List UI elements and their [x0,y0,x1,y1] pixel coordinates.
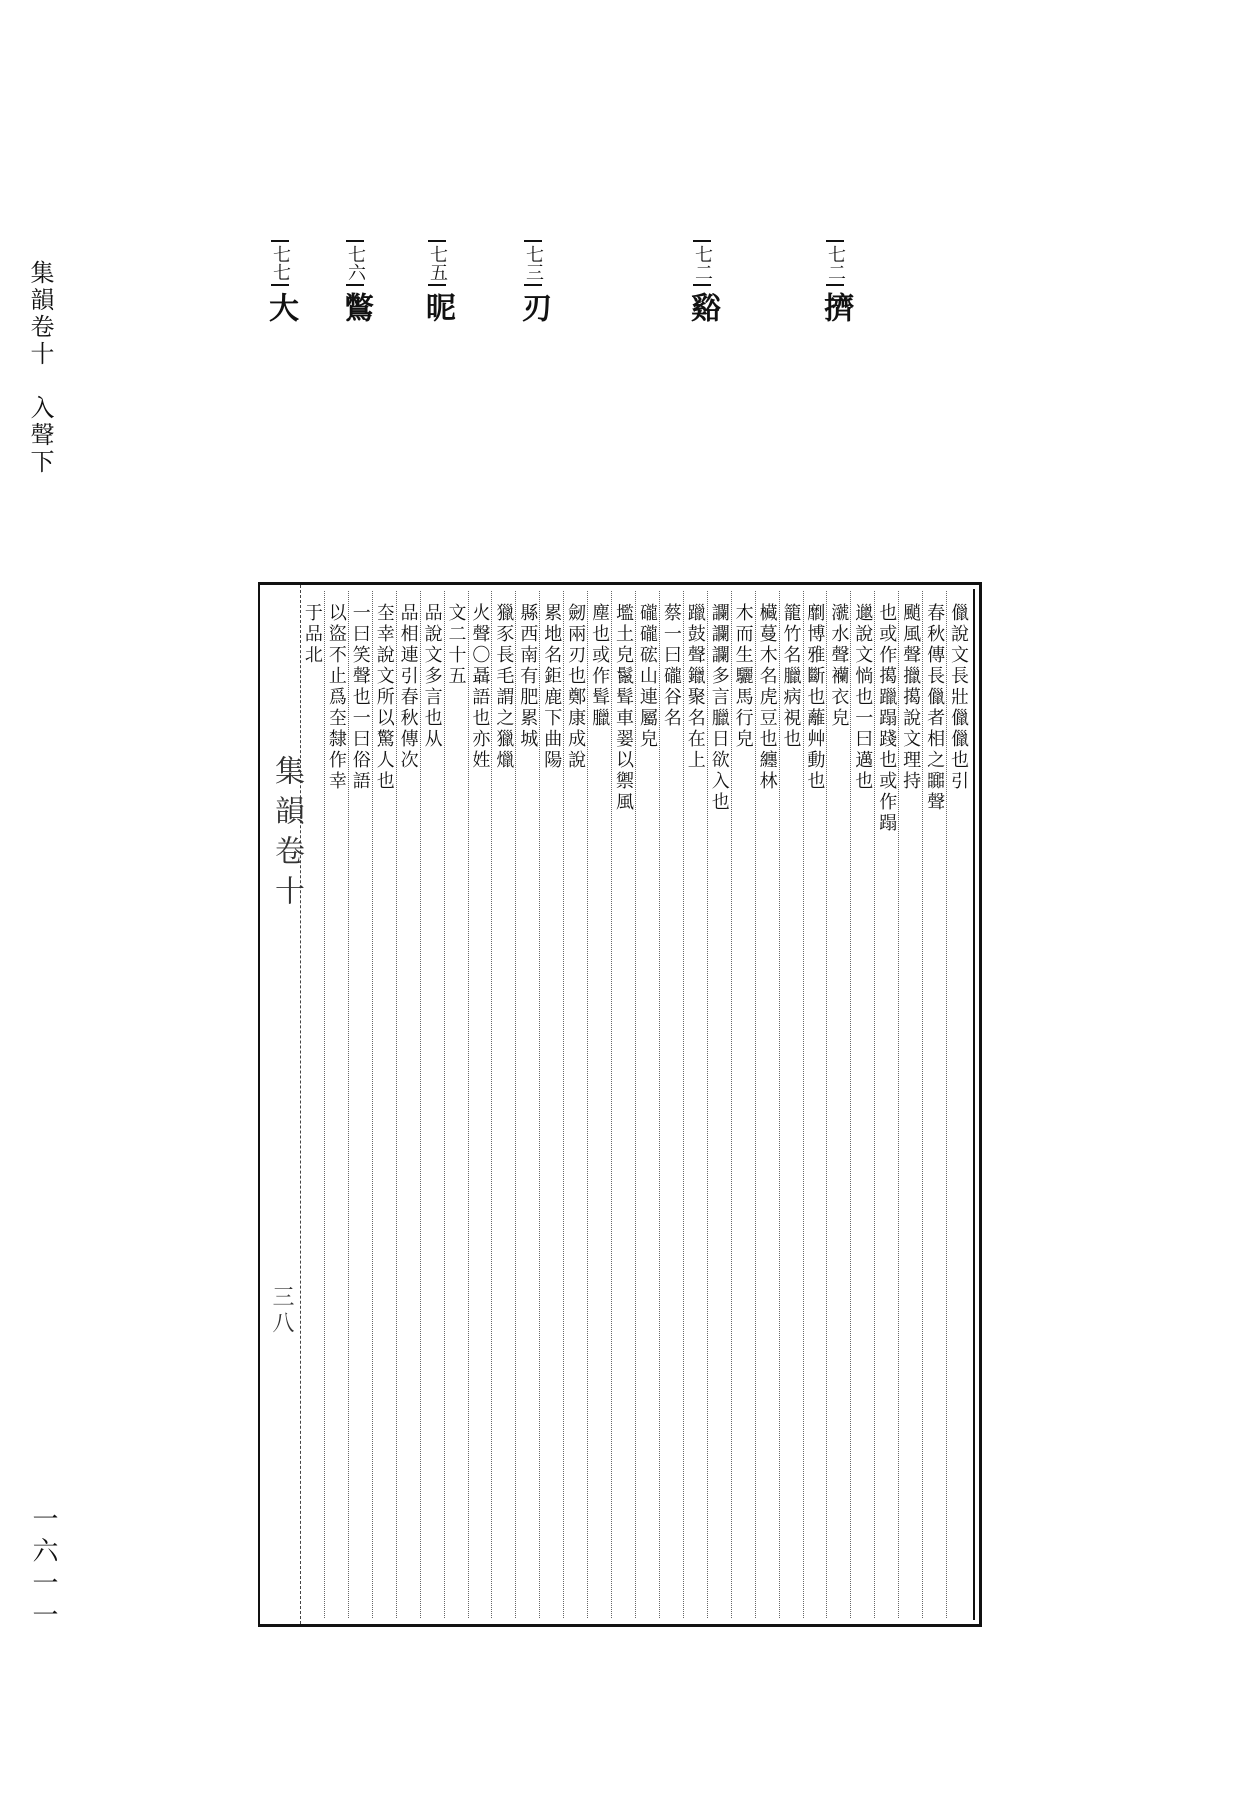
text-column: 品說文多言也从 [421,603,443,750]
note-number: 七二 [826,240,844,286]
column-rule [874,591,875,1618]
column-rule [348,591,349,1618]
column-rule [659,591,660,1618]
column-rule [563,591,564,1618]
text-column: 颵風聲擸擖說文理持 [900,603,922,792]
text-column: 也或作擖躐蹋踐也或作蹋 [876,603,898,834]
note-char: 擠 [818,292,853,322]
text-column: 劒兩刃也鄭康成說 [565,603,587,771]
collation-note [338,240,373,322]
column-rule [468,591,469,1618]
column-rule [491,591,492,1618]
collation-note [263,240,298,322]
collation-note [818,240,853,322]
text-column: 邋說文惝也一曰邁也 [852,603,874,792]
note-char: 大 [263,292,298,322]
text-column: 㶁水聲襽衣皃 [828,603,850,729]
column-rule [826,591,827,1618]
column-rule [755,591,756,1618]
text-column: 于品北 [301,603,323,666]
note-char: 刃 [516,292,551,322]
running-header: 集韻卷十 入聲下 [26,260,54,476]
text-column: 一曰笑聲也一曰俗語 [349,603,371,792]
column-rule [420,591,421,1618]
text-column: 躐鼓聲鑞聚名在上 [684,603,706,771]
text-column: 累地名鉅鹿下曲陽 [541,603,563,771]
fold-title: 集韻卷十 [269,755,304,915]
column-rule [803,591,804,1618]
page-number: 一六一一 [28,1505,58,1633]
text-column: 火聲〇聶語也亦姓 [469,603,491,771]
column-rule [372,591,373,1618]
text-column: 品相連引春秋傳次 [397,603,419,771]
note-number: 七五 [428,240,446,286]
leaf-fold-margin [260,585,304,1624]
note-number: 七七 [271,240,289,286]
collation-note [516,240,551,322]
text-column: 文二十五 [445,603,467,687]
text-column: 塵也或作髶臘 [589,603,611,729]
column-rule [396,591,397,1618]
text-column: 以盜不止爲圶隸作幸 [325,603,347,792]
column-rule [683,591,684,1618]
text-column: 獵豕長毛謂之獵爉 [493,603,515,771]
note-char: 昵 [420,292,455,322]
column-rule [922,591,923,1618]
collation-note [685,240,720,322]
text-column: 木而生驪馬行皃 [732,603,754,750]
text-column: 壏土皃鬣髶車翣以禦風 [612,603,634,813]
column-rule [731,591,732,1618]
fold-leaf-number: 三八 [269,1285,294,1337]
column-rule [635,591,636,1618]
column-rule [707,591,708,1618]
text-column: 籠竹名臘病視也 [780,603,802,750]
text-column: 春秋傳長儠者相之嚻聲 [924,603,946,813]
column-rule [515,591,516,1618]
column-rule [898,591,899,1618]
note-number: 七二 [693,240,711,286]
text-column: 欌蔓木名虎豆也纏林 [756,603,778,792]
text-column: 圶幸說文所以驚人也 [373,603,395,792]
column-rule [444,591,445,1618]
note-number: 七六 [346,240,364,286]
text-column: 儠說文長壯儠儠也引 [947,603,969,792]
note-char: 谿 [685,292,720,322]
text-column: 縣西南有肥累城 [517,603,539,750]
note-char: 鷩 [338,292,373,322]
text-column: 讕讕讕多言臘日欲入也 [708,603,730,813]
column-rule [850,591,851,1618]
column-rule [587,591,588,1618]
note-number: 七三 [524,240,542,286]
column-rule [324,591,325,1618]
column-rule [611,591,612,1618]
text-column: 蔡一曰礲谷名 [660,603,682,729]
column-rule [946,591,947,1618]
woodblock-leaf [258,582,982,1627]
column-rule [779,591,780,1618]
text-column: 礲礲硡山連屬皃 [636,603,658,750]
collation-note [420,240,455,322]
text-column: 劘博雅斷也蘺艸動也 [804,603,826,792]
column-rule [539,591,540,1618]
